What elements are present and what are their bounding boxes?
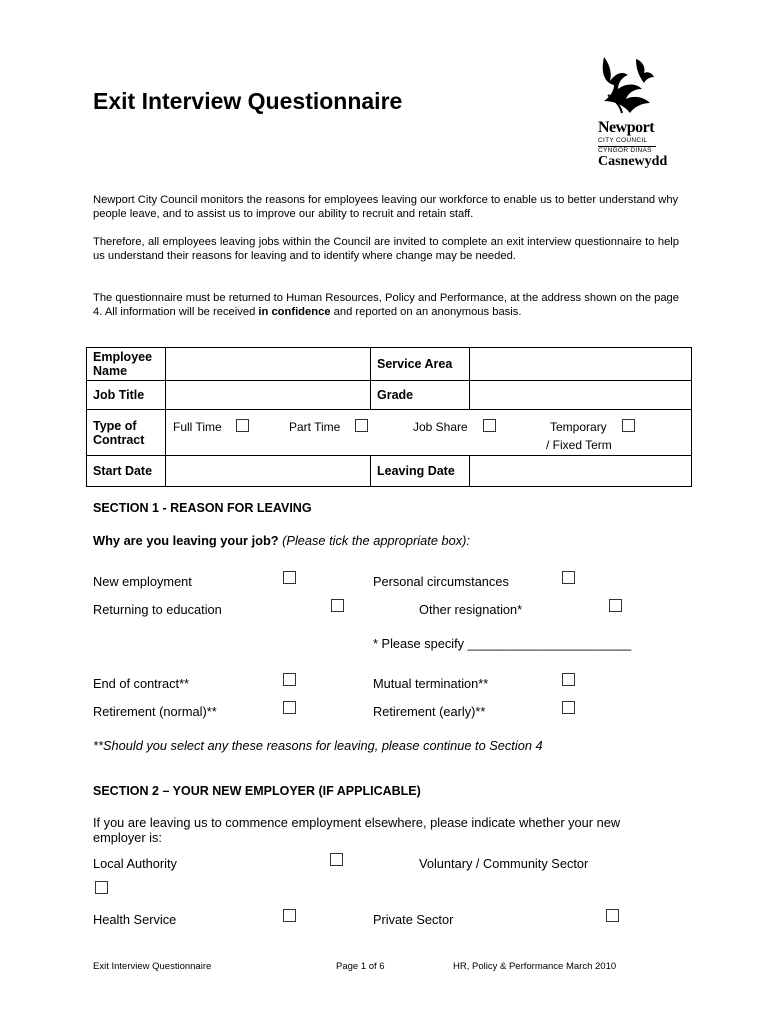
- start-date-label: Start Date: [87, 456, 166, 487]
- returning-to-education-checkbox[interactable]: [331, 599, 344, 612]
- please-specify-field[interactable]: * Please specify _______________________: [373, 636, 632, 651]
- private-sector-label: Private Sector: [373, 912, 454, 927]
- logo-sub2: CYNGOR DINAS: [598, 146, 652, 154]
- returning-to-education-label: Returning to education: [93, 602, 222, 617]
- type-of-contract-label: Type of Contract: [87, 410, 166, 456]
- retirement-normal-checkbox[interactable]: [283, 701, 296, 714]
- section2-intro: If you are leaving us to commence employment elsewhere, please indicate whether your new employer is:: [93, 815, 621, 845]
- grade-field[interactable]: [470, 381, 692, 410]
- mutual-termination-checkbox[interactable]: [562, 673, 575, 686]
- intro-paragraph-3: [93, 291, 679, 319]
- intro-p3-end: and reported on an anonymous basis.: [330, 306, 522, 318]
- other-resignation-label: Other resignation*: [419, 602, 523, 617]
- retirement-early-checkbox[interactable]: [562, 701, 575, 714]
- service-area-label: Service Area: [371, 348, 470, 381]
- question-hint: (Please tick the appropriate box):: [282, 533, 470, 548]
- leaving-date-field[interactable]: [470, 456, 692, 487]
- private-sector-checkbox[interactable]: [606, 909, 619, 922]
- leaving-date-label: Leaving Date: [371, 456, 470, 487]
- local-authority-label: Local Authority: [93, 856, 177, 871]
- personal-circumstances-checkbox[interactable]: [562, 571, 575, 584]
- employee-info-table: [86, 347, 692, 487]
- contract-options: [166, 410, 692, 456]
- section2-heading: SECTION 2 – YOUR NEW EMPLOYER (IF APPLICABLE): [93, 784, 421, 798]
- voluntary-sector-checkbox[interactable]: [95, 881, 108, 894]
- temporary-label: Temporary: [550, 419, 607, 434]
- temporary-checkbox[interactable]: [622, 419, 635, 432]
- job-title-field[interactable]: [166, 381, 371, 410]
- personal-circumstances-label: Personal circumstances: [373, 574, 509, 589]
- full-time-label: Full Time: [173, 419, 222, 434]
- job-share-label: Job Share: [413, 419, 468, 434]
- local-authority-checkbox[interactable]: [330, 853, 343, 866]
- service-area-field[interactable]: [470, 348, 692, 381]
- logo-welsh: Casnewydd: [598, 154, 668, 169]
- health-service-checkbox[interactable]: [283, 909, 296, 922]
- other-resignation-checkbox[interactable]: [609, 599, 622, 612]
- mutual-termination-label: Mutual termination**: [373, 676, 489, 691]
- intro-p3-start: The questionnaire must be returned to Human Resources, Policy and Performance, at the address shown on the page 4. All information will be received: [93, 292, 679, 318]
- grade-label: Grade: [371, 381, 470, 410]
- fixed-term-label: / Fixed Term: [546, 437, 612, 452]
- section1-question: [93, 533, 470, 548]
- footer-page-number: Page 1 of 6: [336, 961, 385, 972]
- intro-paragraph-1: Newport City Council monitors the reasons for employees leaving our workforce to enable us to better understand why people leave, and to assist us to improve our ability to recruit and retain staff.: [93, 194, 679, 220]
- logo-sub1: CITY COUNCIL: [598, 137, 648, 144]
- dragon-icon: [596, 55, 658, 119]
- page-title: Exit Interview Questionnaire: [93, 88, 403, 114]
- council-logo: [592, 55, 668, 175]
- part-time-label: Part Time: [289, 419, 341, 434]
- job-share-checkbox[interactable]: [483, 419, 496, 432]
- intro-paragraph-2: Therefore, all employees leaving jobs within the Council are invited to complete an exit interview questionnaire to help us understand their reasons for leaving and to identify where change may be needed.: [93, 236, 679, 262]
- health-service-label: Health Service: [93, 912, 177, 927]
- employee-name-label: Employee Name: [87, 348, 166, 381]
- new-employment-checkbox[interactable]: [283, 571, 296, 584]
- end-of-contract-checkbox[interactable]: [283, 673, 296, 686]
- footer-left: Exit Interview Questionnaire: [93, 961, 212, 972]
- section1-note: **Should you select any these reasons for leaving, please continue to Section 4: [93, 738, 543, 753]
- new-employment-label: New employment: [93, 574, 192, 589]
- question-text: Why are you leaving your job?: [93, 533, 279, 548]
- part-time-checkbox[interactable]: [355, 419, 368, 432]
- voluntary-sector-label: Voluntary / Community Sector: [419, 856, 589, 871]
- job-title-label: Job Title: [87, 381, 166, 410]
- full-time-checkbox[interactable]: [236, 419, 249, 432]
- retirement-early-label: Retirement (early)**: [373, 704, 486, 719]
- intro-p3-bold: in confidence: [258, 306, 331, 318]
- section1-heading: SECTION 1 - REASON FOR LEAVING: [93, 501, 312, 515]
- footer-right: HR, Policy & Performance March 2010: [453, 961, 617, 972]
- employee-name-field[interactable]: [166, 348, 371, 381]
- retirement-normal-label: Retirement (normal)**: [93, 704, 217, 719]
- logo-name: Newport: [598, 119, 655, 136]
- end-of-contract-label: End of contract**: [93, 676, 190, 691]
- start-date-field[interactable]: [166, 456, 371, 487]
